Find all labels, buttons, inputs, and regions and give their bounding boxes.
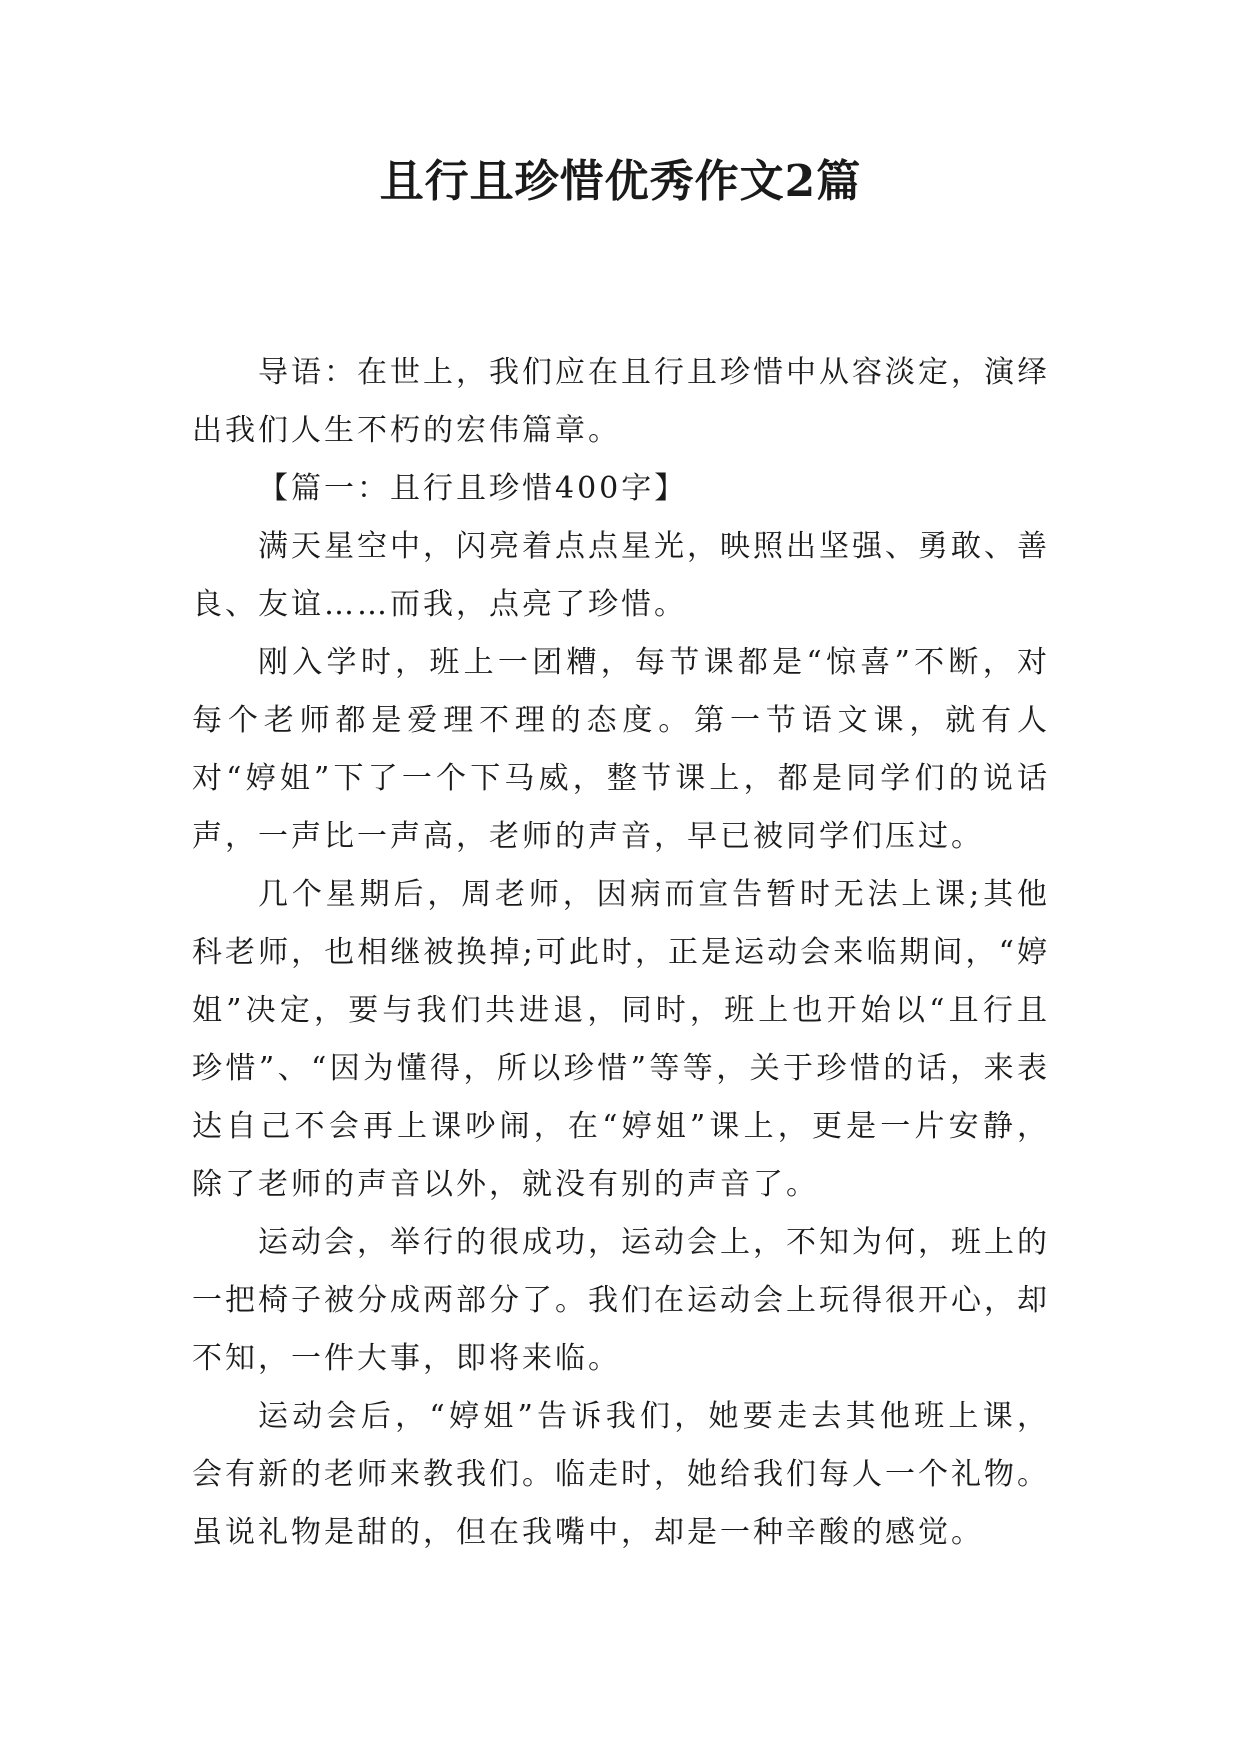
section-heading: 【篇一：且行且珍惜400字】 (258, 471, 688, 506)
document-body (192, 344, 1050, 1562)
paragraph: 刚入学时，班上一团糟，每节课都是“惊喜”不断，对每个老师都是爱理不理的态度。第一节语文课，就有人对“婷姐”下了一个下马威，整节课上，都是同学们的说话声，一声比一声高，老师的声音，早已被同学们压过。 (192, 645, 1050, 854)
paragraph: 满天星空中，闪亮着点点星光，映照出坚强、勇敢、善良、友谊……而我，点亮了珍惜。 (192, 529, 1050, 622)
document-title: 且行且珍惜优秀作文2篇 (379, 156, 862, 207)
paragraph: 几个星期后，周老师，因病而宣告暂时无法上课;其他科老师，也相继被换掉;可此时，正是运动会来临期间，“婷姐”决定，要与我们共进退，同时，班上也开始以“且行且珍惜”、“因为懂得，所以珍惜”等等，关于珍惜的话，来表达自己不会再上课吵闹，在“婷姐”课上，更是一片安静，除了老师的声音以外，就没有别的声音了。 (192, 877, 1050, 1202)
paragraph: 运动会，举行的很成功，运动会上，不知为何，班上的一把椅子被分成两部分了。我们在运动会上玩得很开心，却不知，一件大事，即将来临。 (192, 1225, 1050, 1376)
paragraph: 运动会后，“婷姐”告诉我们，她要走去其他班上课，会有新的老师来教我们。临走时，她给我们每人一个礼物。虽说礼物是甜的，但在我嘴中，却是一种辛酸的感觉。 (192, 1399, 1050, 1550)
paragraph-intro: 导语：在世上，我们应在且行且珍惜中从容淡定，演绎出我们人生不朽的宏伟篇章。 (192, 355, 1050, 448)
